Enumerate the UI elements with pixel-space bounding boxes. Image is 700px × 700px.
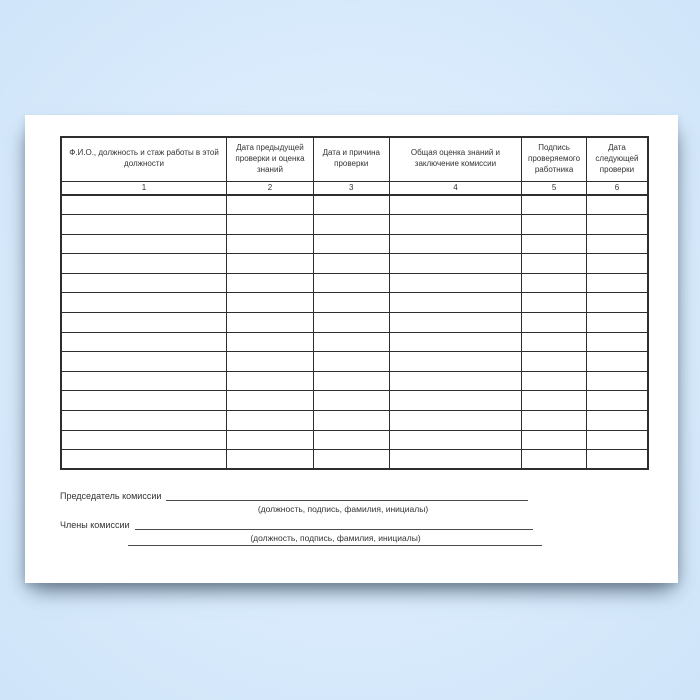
table-cell <box>389 450 522 470</box>
table-row <box>61 313 648 333</box>
table-cell <box>389 391 522 411</box>
table-cell <box>313 195 389 215</box>
table-cell <box>313 293 389 313</box>
table-cell <box>227 313 314 333</box>
table-cell <box>586 195 648 215</box>
table-row <box>61 411 648 431</box>
table-cell <box>313 371 389 391</box>
column-header-fio: Ф.И.О., должность и стаж работы в этой должности <box>61 137 227 181</box>
table-cell <box>522 332 587 352</box>
table-cell <box>61 195 227 215</box>
members-label: Члены комиссии <box>60 520 130 530</box>
table-cell <box>586 371 648 391</box>
table-cell <box>389 371 522 391</box>
table-cell <box>522 430 587 450</box>
members-signature-caption: (должность, подпись, фамилия, инициалы) <box>250 533 421 543</box>
table-cell <box>586 215 648 235</box>
table-cell <box>227 293 314 313</box>
table-cell <box>227 273 314 293</box>
table-cell <box>313 430 389 450</box>
column-number: 1 <box>61 181 227 195</box>
table-cell <box>227 215 314 235</box>
table-cell <box>389 254 522 274</box>
table-cell <box>313 215 389 235</box>
table-cell <box>586 352 648 372</box>
table-cell <box>389 313 522 333</box>
table-row <box>61 450 648 470</box>
table-cell <box>389 430 522 450</box>
table-row <box>61 215 648 235</box>
table-cell <box>586 273 648 293</box>
table-row <box>61 352 648 372</box>
table-cell <box>389 411 522 431</box>
chairman-signature-row <box>60 489 528 501</box>
column-header-signature: Подпись проверяемого работника <box>522 137 587 181</box>
table-cell <box>522 450 587 470</box>
table-cell <box>389 215 522 235</box>
table-row <box>61 254 648 274</box>
table-cell <box>227 371 314 391</box>
table-row <box>61 430 648 450</box>
table-cell <box>522 273 587 293</box>
table-cell <box>61 313 227 333</box>
chairman-signature-caption: (должность, подпись, фамилия, инициалы) <box>257 504 429 514</box>
table-row <box>61 195 648 215</box>
table-cell <box>313 254 389 274</box>
table-cell <box>389 352 522 372</box>
table-cell <box>586 391 648 411</box>
table-cell <box>61 215 227 235</box>
table-cell <box>522 195 587 215</box>
table-cell <box>313 391 389 411</box>
table-cell <box>586 430 648 450</box>
table-cell <box>61 234 227 254</box>
table-cell <box>227 195 314 215</box>
table-cell <box>227 430 314 450</box>
table-cell <box>61 411 227 431</box>
table-cell <box>227 450 314 470</box>
table-cell <box>522 215 587 235</box>
column-number: 5 <box>522 181 587 195</box>
table-cell <box>313 411 389 431</box>
table-cell <box>61 293 227 313</box>
column-header-date-reason: Дата и причина проверки <box>313 137 389 181</box>
table-cell <box>313 234 389 254</box>
table-cell <box>586 254 648 274</box>
members-signature-line <box>135 518 533 530</box>
table-cell <box>61 391 227 411</box>
table-cell <box>227 391 314 411</box>
table-cell <box>389 332 522 352</box>
table-cell <box>522 371 587 391</box>
table-cell <box>389 273 522 293</box>
table-cell <box>522 234 587 254</box>
table-cell <box>586 234 648 254</box>
table-row <box>61 332 648 352</box>
table-cell <box>586 411 648 431</box>
table-cell <box>522 391 587 411</box>
table-cell <box>61 450 227 470</box>
column-header-next-check: Дата следующей проверки <box>586 137 648 181</box>
chairman-signature-line <box>166 489 528 501</box>
table-body <box>61 195 648 469</box>
members-extra-signature-line <box>128 545 542 546</box>
table-cell <box>389 293 522 313</box>
table-cell <box>522 411 587 431</box>
table-cell <box>389 195 522 215</box>
table-cell <box>586 293 648 313</box>
column-header-prev-check: Дата предыдущей проверки и оценка знаний <box>227 137 314 181</box>
table-header-row <box>61 137 648 181</box>
table-cell <box>313 273 389 293</box>
column-number: 2 <box>227 181 314 195</box>
members-signature-row <box>60 518 533 530</box>
table-cell <box>522 293 587 313</box>
table-cell <box>313 332 389 352</box>
table-cell <box>61 254 227 274</box>
table-cell <box>227 234 314 254</box>
table-cell <box>61 352 227 372</box>
table-cell <box>522 352 587 372</box>
table-row <box>61 391 648 411</box>
column-number: 3 <box>313 181 389 195</box>
table-cell <box>586 332 648 352</box>
table-cell <box>313 450 389 470</box>
knowledge-check-journal-table <box>60 136 649 470</box>
table-cell <box>389 234 522 254</box>
table-cell <box>227 352 314 372</box>
table-cell <box>313 313 389 333</box>
table-cell <box>522 254 587 274</box>
table-cell <box>522 313 587 333</box>
chairman-label: Председатель комиссии <box>60 491 162 501</box>
table-cell <box>61 273 227 293</box>
table-cell <box>227 254 314 274</box>
table-cell <box>586 313 648 333</box>
table-row <box>61 234 648 254</box>
table-cell <box>61 332 227 352</box>
table-cell <box>61 430 227 450</box>
table-row <box>61 371 648 391</box>
document-page <box>25 115 678 583</box>
column-number: 6 <box>586 181 648 195</box>
column-number: 4 <box>389 181 522 195</box>
table-cell <box>313 352 389 372</box>
table-cell <box>227 411 314 431</box>
table-row <box>61 273 648 293</box>
column-number-row <box>61 181 648 195</box>
table-cell <box>227 332 314 352</box>
column-header-overall-assessment: Общая оценка знаний и заключение комиссии <box>389 137 522 181</box>
table-row <box>61 293 648 313</box>
table-cell <box>61 371 227 391</box>
table-cell <box>586 450 648 470</box>
